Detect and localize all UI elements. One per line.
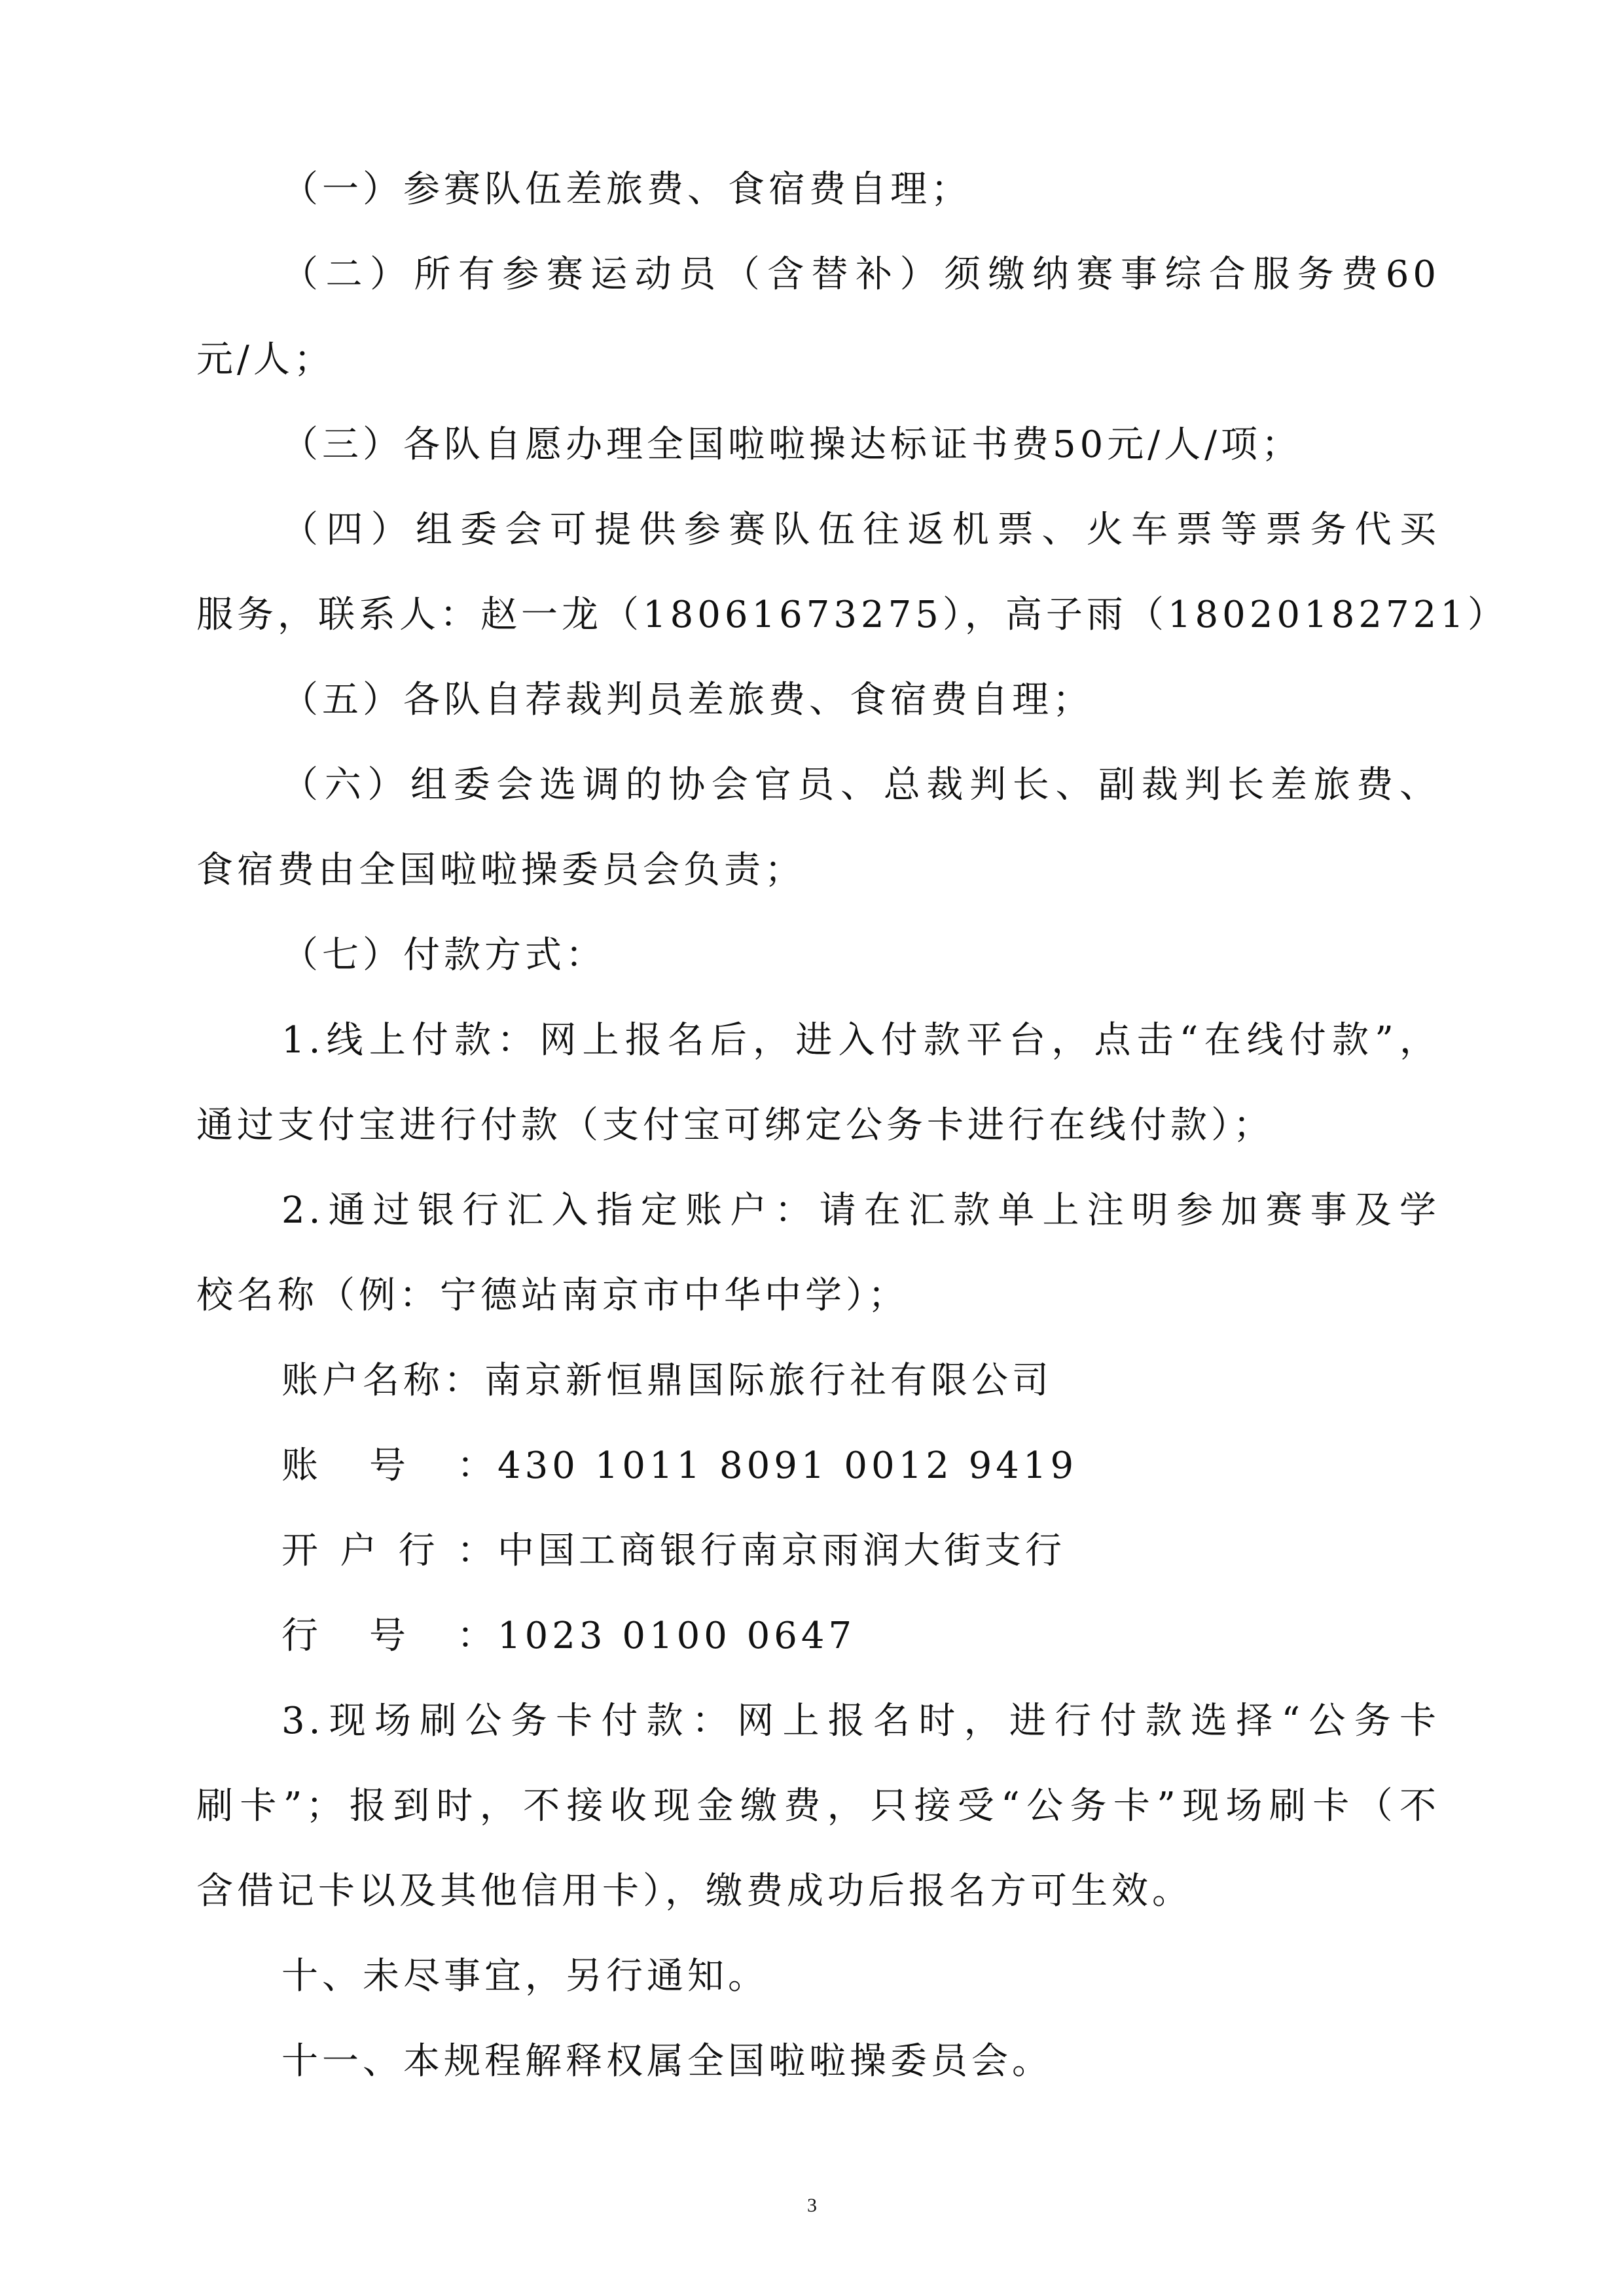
paragraph-line: 刷卡”；报到时，不接收现金缴费，只接受“公务卡”现场刷卡（不 bbox=[196, 1785, 1440, 1827]
paragraph-line: 2.通过银行汇入指定账户：请在汇款单上注明参加赛事及学 bbox=[281, 1189, 1440, 1232]
account-name-label: 账户名称： bbox=[281, 1359, 484, 1402]
paragraph-line: 1.线上付款：网上报名后，进入付款平台，点击“在线付款”， bbox=[281, 1019, 1440, 1062]
page-number: 3 bbox=[807, 2195, 817, 2216]
paragraph-line: （六）组委会选调的协会官员、总裁判长、副裁判长差旅费、 bbox=[281, 764, 1440, 806]
paragraph-line: 元/人； bbox=[196, 338, 334, 381]
account-number-value: 430 1011 8091 0012 9419 bbox=[497, 1444, 1078, 1487]
paragraph-line: 校名称（例：宁德站南京市中华中学）； bbox=[196, 1274, 909, 1317]
account-code-row bbox=[281, 1610, 1525, 1662]
paragraph-line: 3.现场刷公务卡付款：网上报名时，进行付款选择“公务卡 bbox=[281, 1700, 1440, 1742]
account-bank-label: 开户行： bbox=[281, 1530, 497, 1572]
paragraph-line: （五）各队自荐裁判员差旅费、食宿费自理； bbox=[281, 679, 1093, 721]
paragraph-line: （一）参赛队伍差旅费、食宿费自理； bbox=[281, 168, 971, 211]
paragraph-line: 十一、本规程解释权属全国啦啦操委员会。 bbox=[281, 2040, 1053, 2083]
paragraph-line: 十、未尽事宜，另行通知。 bbox=[281, 1955, 768, 1998]
paragraph-line: （四）组委会可提供参赛队伍往返机票、火车票等票务代买 bbox=[281, 509, 1440, 551]
paragraph-line: 含借记卡以及其他信用卡），缴费成功后报名方可生效。 bbox=[196, 1870, 1193, 1912]
paragraph-line: （三）各队自愿办理全国啦啦操达标证书费50元/人/项； bbox=[281, 423, 1302, 466]
paragraph-line: （二）所有参赛运动员（含替补）须缴纳赛事综合服务费60 bbox=[281, 253, 1440, 296]
account-bank-value: 中国工商银行南京雨润大街支行 bbox=[497, 1530, 1066, 1572]
account-number-label: 账号： bbox=[281, 1444, 497, 1487]
account-name-value: 南京新恒鼎国际旅行社有限公司 bbox=[484, 1359, 1053, 1402]
paragraph-line: 食宿费由全国啦啦操委员会负责； bbox=[196, 849, 805, 891]
account-code-value: 1023 0100 0647 bbox=[497, 1615, 856, 1657]
paragraph-line: 服务，联系人：赵一龙（18061673275），高子雨（18020182721） bbox=[196, 594, 1508, 636]
account-bank-row bbox=[281, 1525, 1525, 1577]
account-number-row bbox=[281, 1440, 1525, 1492]
account-code-label: 行号： bbox=[281, 1615, 497, 1657]
account-name-row bbox=[281, 1355, 1525, 1407]
paragraph-line: 通过支付宝进行付款（支付宝可绑定公务卡进行在线付款）； bbox=[196, 1104, 1274, 1147]
paragraph-line: （七）付款方式： bbox=[281, 934, 606, 977]
